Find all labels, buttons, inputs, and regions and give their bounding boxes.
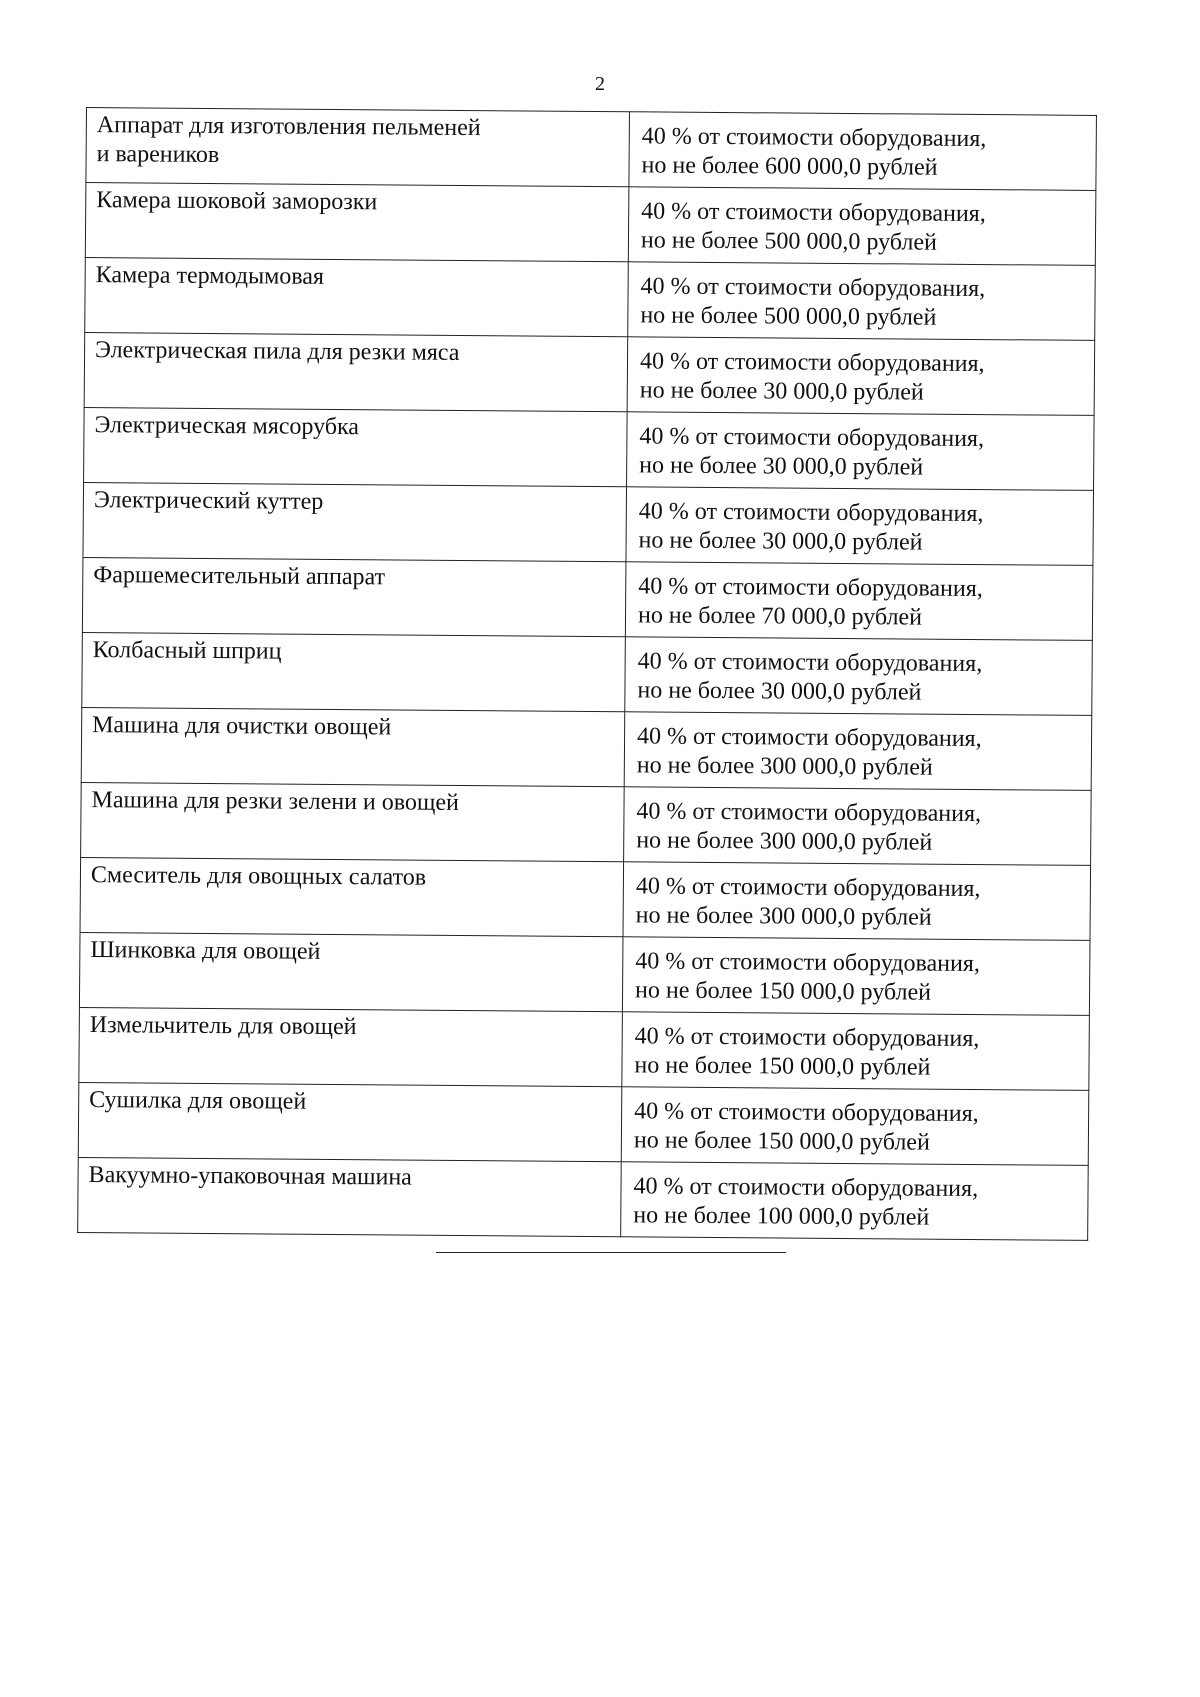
subsidy-limit-text: 40 % от стоимости оборудования, bbox=[634, 1098, 979, 1128]
equipment-name-cell bbox=[84, 407, 628, 486]
subsidy-limit-cell bbox=[621, 1162, 1089, 1241]
subsidy-limit-text: но не более 500 000,0 рублей bbox=[640, 302, 937, 331]
table-row bbox=[81, 707, 1092, 790]
subsidy-limit-text: 40 % от стоимости оборудования, bbox=[633, 1173, 979, 1203]
subsidy-limit-text: но не более 150 000,0 рублей bbox=[633, 1127, 930, 1156]
table-row bbox=[85, 257, 1096, 340]
equipment-name-cell bbox=[82, 557, 626, 636]
table-row bbox=[84, 407, 1095, 490]
equipment-name-text: Аппарат для изготовления пельменей bbox=[96, 112, 481, 142]
equipment-name-text: Фаршемесительный аппарат bbox=[93, 562, 386, 591]
subsidy-limit-text: 40 % от стоимости оборудования, bbox=[634, 1023, 980, 1053]
subsidy-limit-text: но не более 30 000,0 рублей bbox=[639, 452, 924, 481]
subsidy-limit-text: но не более 500 000,0 рублей bbox=[640, 227, 938, 256]
equipment-name-text: Машина для резки зелени и овощей bbox=[91, 787, 460, 816]
subsidy-limit-text: но не более 150 000,0 рублей bbox=[634, 977, 932, 1006]
equipment-name-text: Сушилка для овощей bbox=[89, 1087, 307, 1115]
subsidy-limit-cell bbox=[627, 412, 1095, 491]
subsidy-limit-cell bbox=[624, 787, 1092, 866]
equipment-name-cell bbox=[81, 782, 625, 861]
equipment-name-text: Машина для очистки овощей bbox=[92, 712, 392, 741]
equipment-name-cell bbox=[85, 257, 629, 336]
subsidy-limit-text: но не более 30 000,0 рублей bbox=[639, 377, 924, 406]
subsidy-limit-text: 40 % от стоимости оборудования, bbox=[640, 273, 986, 303]
table-row bbox=[84, 332, 1095, 415]
end-of-document-rule bbox=[436, 1252, 786, 1253]
page-number: 2 bbox=[595, 73, 605, 95]
subsidy-limit-cell bbox=[625, 562, 1093, 641]
equipment-name-text: и вареников bbox=[96, 141, 220, 169]
subsidy-limit-cell bbox=[623, 862, 1091, 941]
subsidy-limit-cell bbox=[621, 1087, 1089, 1166]
equipment-name-text: Электрическая пила для резки мяса bbox=[94, 337, 460, 366]
subsidy-limit-text: 40 % от стоимости оборудования, bbox=[641, 123, 987, 153]
subsidy-limit-cell bbox=[622, 1012, 1090, 1091]
subsidy-limit-text: 40 % от стоимости оборудования, bbox=[635, 948, 980, 978]
subsidy-limit-text: 40 % от стоимости оборудования, bbox=[638, 573, 983, 603]
subsidy-limit-cell bbox=[627, 337, 1095, 416]
subsidy-limit-text: но не более 30 000,0 рублей bbox=[638, 527, 923, 556]
table-row bbox=[78, 1082, 1089, 1165]
equipment-name-cell bbox=[82, 632, 626, 711]
equipment-name-text: Шинковка для овощей bbox=[90, 937, 321, 965]
subsidy-limit-text: 40 % от стоимости оборудования, bbox=[638, 498, 984, 528]
subsidy-limit-text: 40 % от стоимости оборудования, bbox=[639, 348, 985, 378]
equipment-name-text: Вакуумно-упаковочная машина bbox=[88, 1162, 412, 1191]
subsidy-limit-cell bbox=[626, 487, 1094, 566]
subsidy-limit-text: но не более 100 000,0 рублей bbox=[633, 1202, 930, 1231]
subsidy-limit-text: но не более 300 000,0 рублей bbox=[635, 902, 932, 931]
subsidy-limit-text: но не более 600 000,0 рублей bbox=[641, 152, 938, 181]
subsidy-limit-cell bbox=[629, 112, 1097, 191]
subsidy-limit-text: но не более 70 000,0 рублей bbox=[637, 602, 923, 631]
table-row bbox=[83, 482, 1094, 565]
equipment-name-cell bbox=[80, 857, 624, 936]
table-row bbox=[79, 932, 1090, 1015]
equipment-name-text: Колбасный шприц bbox=[92, 637, 282, 665]
subsidy-limit-text: но не более 300 000,0 рублей bbox=[636, 827, 933, 856]
equipment-name-text: Измельчитель для овощей bbox=[89, 1012, 357, 1041]
equipment-name-cell bbox=[79, 1007, 623, 1086]
equipment-name-text: Камера шоковой заморозки bbox=[96, 187, 378, 216]
equipment-name-cell bbox=[81, 707, 625, 786]
equipment-name-cell bbox=[78, 1157, 622, 1236]
table-row bbox=[86, 108, 1097, 191]
subsidy-limit-cell bbox=[628, 187, 1096, 266]
subsidy-limit-text: 40 % от стоимости оборудования, bbox=[635, 873, 981, 903]
table-row bbox=[81, 782, 1092, 865]
equipment-name-cell bbox=[85, 183, 629, 262]
equipment-name-text: Электрический куттер bbox=[93, 487, 324, 515]
subsidy-limit-text: 40 % от стоимости оборудования, bbox=[636, 723, 982, 753]
subsidy-limit-text: но не более 150 000,0 рублей bbox=[634, 1052, 931, 1081]
subsidy-limit-cell bbox=[624, 712, 1092, 791]
subsidy-limit-cell bbox=[628, 262, 1096, 341]
table-row bbox=[79, 1007, 1090, 1090]
equipment-name-cell bbox=[84, 332, 628, 411]
subsidy-limit-text: но не более 300 000,0 рублей bbox=[636, 752, 933, 781]
subsidy-limit-text: 40 % от стоимости оборудования, bbox=[639, 423, 985, 453]
equipment-name-cell bbox=[83, 482, 627, 561]
subsidy-limit-text: но не более 30 000,0 рублей bbox=[637, 677, 922, 706]
table-row bbox=[80, 857, 1091, 940]
table-row bbox=[82, 557, 1093, 640]
table-row bbox=[82, 632, 1093, 715]
equipment-name-text: Смеситель для овощных салатов bbox=[90, 862, 427, 891]
table-body bbox=[78, 108, 1097, 1241]
subsidy-limit-cell bbox=[622, 937, 1090, 1016]
table-row bbox=[85, 183, 1096, 266]
equipment-name-cell bbox=[78, 1082, 622, 1161]
equipment-subsidy-table bbox=[77, 107, 1097, 1241]
subsidy-limit-text: 40 % от стоимости оборудования, bbox=[637, 648, 983, 678]
subsidy-limit-text: 40 % от стоимости оборудования, bbox=[641, 198, 986, 228]
equipment-name-text: Электрическая мясорубка bbox=[94, 412, 360, 441]
table-row bbox=[78, 1157, 1089, 1240]
equipment-name-cell bbox=[79, 932, 623, 1011]
equipment-name-text: Камера термодымовая bbox=[95, 262, 325, 290]
subsidy-limit-text: 40 % от стоимости оборудования, bbox=[636, 798, 982, 828]
subsidy-limit-cell bbox=[625, 637, 1093, 716]
equipment-name-cell bbox=[86, 108, 630, 187]
